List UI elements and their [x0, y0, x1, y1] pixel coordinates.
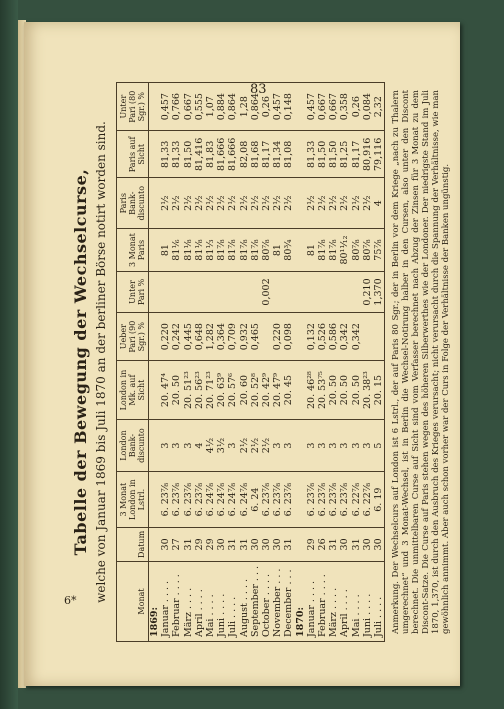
- table-cell: 80,916: [362, 131, 373, 178]
- table-cell: 0,864: [227, 83, 238, 131]
- table-cell: [149, 229, 161, 272]
- table-cell: 2½: [339, 178, 350, 229]
- table-cell: 29: [306, 527, 317, 561]
- table-cell: 81,33: [171, 131, 182, 178]
- month-cell: März . . . .: [328, 561, 339, 641]
- table-cell: [295, 472, 306, 527]
- table-row: [283, 83, 294, 642]
- table-cell: 6. 23⅞: [339, 472, 350, 527]
- table-cell: 20. 57⁶: [227, 361, 238, 419]
- table-cell: [295, 131, 306, 178]
- table-cell: 3: [328, 419, 339, 472]
- table-cell: 20. 47⁹: [272, 361, 283, 419]
- table-footnote: Anmerkung. Der Wechselcurs auf London ist 6 Lstrl., der auf Paris 80 Sgr.; der in Berlin vor dem Kriege „nach zu Thalern umgerechnet“ und 3 Monat-Wechsel, ist in Berlin die Wechsel-Notirung halber in den Cursen, also unter den Discont berechnet. Die unmittelbaren Curse auf Sicht sind vom Verfasser berechnet nach Abzug der Zinsen für 3 Monat zu dem Discont-Satze. Die Curse auf Paris stehen wegen des höheren Silberwerthes wie der Londoner. Der niedrigste Stand im Juli 1870, 1,370, ist durch den Ausbruch des Krieges verursacht; nicht verursacht durch die Spannung der Verhältnisse, wie man gewöhnlich annimmt. Aber auch schon vorher war der Curs in Folge der Verhältnisse der Banken ungünstig.: [391, 90, 452, 634]
- table-cell: 6. 23⅞: [328, 472, 339, 527]
- table-cell: 81,17: [351, 131, 362, 178]
- table-row: [239, 83, 250, 642]
- table-cell: 0,26: [351, 83, 362, 131]
- table-cell: [295, 229, 306, 272]
- table-cell: 2½: [306, 178, 317, 229]
- table-cell: 0,457: [306, 83, 317, 131]
- table-cell: 30: [160, 527, 171, 561]
- table-cell: [149, 312, 161, 361]
- table-cell: 81⅞: [328, 229, 339, 272]
- table-cell: 30: [373, 527, 385, 561]
- table-subtitle: welche von Januar 1869 bis Juli 1870 an der berliner Börse notirt worden sind.: [94, 121, 108, 603]
- month-cell: Januar . . . .: [306, 561, 317, 641]
- table-cell: 31: [351, 527, 362, 561]
- month-cell: April . . . .: [339, 561, 350, 641]
- table-cell: 27: [171, 527, 182, 561]
- table-row: [272, 83, 283, 642]
- table-cell: 2½: [250, 419, 261, 472]
- table-cell: [295, 83, 306, 131]
- table-cell: 1,07: [205, 83, 216, 131]
- column-header: Unter Pari (80 Sgr.) %: [117, 83, 149, 131]
- table-cell: [183, 272, 194, 313]
- table-cell: 20. 47⁴: [160, 361, 171, 419]
- month-cell: Februar . . . .: [317, 561, 328, 641]
- table-cell: 5: [373, 419, 385, 472]
- table-cell: 81,33: [306, 131, 317, 178]
- table-cell: [149, 472, 161, 527]
- table-cell: [149, 527, 161, 561]
- table-cell: [339, 272, 350, 313]
- table-cell: 81,34: [272, 131, 283, 178]
- table-cell: 6. 23⅞: [317, 472, 328, 527]
- table-header-row: [117, 83, 149, 642]
- table-cell: 0,465: [250, 312, 261, 361]
- table-cell: [261, 312, 272, 361]
- column-header: London Bank-discunto: [117, 419, 149, 472]
- table-cell: 6. 23⅞: [171, 472, 182, 527]
- table-body: [149, 83, 385, 642]
- table-row: [171, 83, 182, 642]
- month-cell: Juli . . . .: [373, 561, 385, 641]
- table-cell: 1,370: [373, 272, 385, 313]
- table-cell: 3: [272, 419, 283, 472]
- month-cell: 1870:: [295, 561, 306, 641]
- table-cell: 80⅞: [351, 229, 362, 272]
- table-cell: 80⅞: [261, 229, 272, 272]
- table-cell: 0,220: [160, 312, 171, 361]
- table-cell: 81,08: [283, 131, 294, 178]
- table-cell: [227, 272, 238, 313]
- table-cell: 6. 19: [373, 472, 385, 527]
- month-cell: Juni . . . .: [216, 561, 227, 641]
- table-cell: 0,555: [194, 83, 205, 131]
- table-cell: 20. 63⁹: [216, 361, 227, 419]
- table-cell: 0,526: [317, 312, 328, 361]
- table-cell: 80¾: [283, 229, 294, 272]
- table-cell: 2½: [194, 178, 205, 229]
- table-cell: [362, 312, 373, 361]
- month-cell: April . . . .: [194, 561, 205, 641]
- table-cell: 81⅞: [317, 229, 328, 272]
- table-cell: 0,932: [239, 312, 250, 361]
- table-cell: 6. 24⅞: [216, 472, 227, 527]
- month-cell: Juli . . . .: [227, 561, 238, 641]
- table-cell: 0,210: [362, 272, 373, 313]
- table-cell: 0,002: [261, 272, 272, 313]
- table-cell: 3: [283, 419, 294, 472]
- table-cell: 20. 53⁷⁵: [317, 361, 328, 419]
- book-page: [24, 22, 460, 686]
- table-cell: 2½: [239, 178, 250, 229]
- table-cell: 0,766: [171, 83, 182, 131]
- table-cell: [149, 419, 161, 472]
- table-cell: 81,68: [250, 131, 261, 178]
- month-cell: Februar . . . .: [171, 561, 182, 641]
- table-row: [160, 83, 171, 642]
- column-header: Monat: [117, 561, 149, 641]
- table-cell: 2½: [205, 178, 216, 229]
- table-row: [216, 83, 227, 642]
- table-row: [205, 83, 216, 642]
- table-cell: [272, 272, 283, 313]
- table-cell: 80⅞: [362, 229, 373, 272]
- table-cell: 2½: [328, 178, 339, 229]
- rotated-table-block: [67, 82, 457, 642]
- table-cell: 0,084: [362, 83, 373, 131]
- table-cell: 3: [227, 419, 238, 472]
- table-cell: [250, 272, 261, 313]
- table-cell: [295, 178, 306, 229]
- table-cell: [216, 272, 227, 313]
- table-cell: 20. 50: [328, 361, 339, 419]
- table-cell: 30: [261, 527, 272, 561]
- table-cell: 2½: [283, 178, 294, 229]
- column-header: 3 Monat Paris: [117, 229, 149, 272]
- signature-mark: 6*: [64, 594, 77, 607]
- table-cell: 0,098: [283, 312, 294, 361]
- table-row: [339, 83, 350, 642]
- table-cell: 2½: [317, 178, 328, 229]
- table-cell: [295, 419, 306, 472]
- table-cell: 81: [272, 229, 283, 272]
- column-header: Paris Bank-discunto: [117, 178, 149, 229]
- table-cell: 80¹¹⁄₁₂: [339, 229, 350, 272]
- table-cell: 0,667: [328, 83, 339, 131]
- table-row: [362, 83, 373, 642]
- table-cell: [149, 83, 161, 131]
- table-cell: 81⅞: [216, 229, 227, 272]
- table-cell: [149, 131, 161, 178]
- table-cell: 30: [250, 527, 261, 561]
- table-cell: [351, 272, 362, 313]
- table-cell: 31: [239, 527, 250, 561]
- table-cell: 31: [183, 527, 194, 561]
- table-cell: 0,709: [227, 312, 238, 361]
- table-cell: 2½: [183, 178, 194, 229]
- table-cell: 30: [339, 527, 350, 561]
- table-row: [306, 83, 317, 642]
- table-row: [194, 83, 205, 642]
- table-cell: 4½: [205, 419, 216, 472]
- month-cell: Januar . . . .: [160, 561, 171, 641]
- table-cell: 2,32: [373, 83, 385, 131]
- table-cell: [373, 312, 385, 361]
- table-cell: 0,445: [183, 312, 194, 361]
- table-cell: 0,342: [351, 312, 362, 361]
- table-cell: 81⅛: [194, 229, 205, 272]
- table-cell: [194, 272, 205, 313]
- table-cell: 6. 22⅞: [362, 472, 373, 527]
- table-cell: 2½: [261, 178, 272, 229]
- month-cell: September . . .: [250, 561, 261, 641]
- table-cell: [149, 178, 161, 229]
- table-cell: 81,50: [317, 131, 328, 178]
- table-cell: 2½: [239, 419, 250, 472]
- column-header: Unter Pari %: [117, 272, 149, 313]
- table-cell: 4: [373, 178, 385, 229]
- table-cell: 30: [362, 527, 373, 561]
- table-cell: 0,884: [216, 83, 227, 131]
- table-cell: [317, 272, 328, 313]
- table-cell: [149, 272, 161, 313]
- month-cell: Juni . . . .: [362, 561, 373, 641]
- table-cell: 81,50: [183, 131, 194, 178]
- table-row: [351, 83, 362, 642]
- table-cell: [295, 272, 306, 313]
- table-cell: 0,342: [339, 312, 350, 361]
- table-cell: 2½: [227, 178, 238, 229]
- table-cell: 1,28: [239, 83, 250, 131]
- table-cell: 3: [183, 419, 194, 472]
- table-cell: 20. 60: [239, 361, 250, 419]
- table-cell: [295, 527, 306, 561]
- table-cell: 81⅞: [250, 229, 261, 272]
- table-cell: 20. 45: [283, 361, 294, 419]
- table-cell: 81⅞: [227, 229, 238, 272]
- table-cell: 79,116: [373, 131, 385, 178]
- table-cell: 20. 52⁸: [250, 361, 261, 419]
- table-cell: 30: [272, 527, 283, 561]
- table-cell: 6. 23⅞: [283, 472, 294, 527]
- table-cell: 6. 23⅞: [183, 472, 194, 527]
- table-row: [328, 83, 339, 642]
- table-cell: 81,416: [194, 131, 205, 178]
- month-cell: März . . . .: [183, 561, 194, 641]
- table-cell: 0,220: [272, 312, 283, 361]
- table-cell: 29: [194, 527, 205, 561]
- column-header: Paris auf Sicht: [117, 131, 149, 178]
- table-cell: 0,667: [183, 83, 194, 131]
- table-cell: 0,586: [328, 312, 339, 361]
- month-cell: November . . .: [272, 561, 283, 641]
- table-cell: 0,648: [194, 312, 205, 361]
- table-cell: 20. 46²⁸: [306, 361, 317, 419]
- table-row: [227, 83, 238, 642]
- table-cell: 6. 23⅞: [194, 472, 205, 527]
- table-title: Tabelle der Bewegung der Wechselcurse,: [71, 168, 90, 556]
- month-cell: 1869:: [149, 561, 161, 641]
- month-cell: Mai . . . .: [351, 561, 362, 641]
- table-row: [250, 83, 261, 642]
- table-cell: 20. 15: [373, 361, 385, 419]
- table-cell: 2½: [160, 178, 171, 229]
- table-row: [183, 83, 194, 642]
- table-cell: 31: [227, 527, 238, 561]
- table-cell: 81: [306, 229, 317, 272]
- table-cell: 31: [328, 527, 339, 561]
- table-cell: 81⅓: [205, 229, 216, 272]
- table-cell: 29: [205, 527, 216, 561]
- table-cell: 2½: [250, 178, 261, 229]
- table-cell: [295, 361, 306, 419]
- table-cell: 0,667: [317, 83, 328, 131]
- table-cell: 3: [160, 419, 171, 472]
- table-cell: [239, 272, 250, 313]
- table-cell: 81,666: [216, 131, 227, 178]
- table-cell: [306, 272, 317, 313]
- year-row: [149, 83, 161, 642]
- table-cell: [283, 272, 294, 313]
- table-cell: [205, 272, 216, 313]
- month-cell: December . . .: [283, 561, 294, 641]
- table-cell: 81⅞: [239, 229, 250, 272]
- table-row: [261, 83, 272, 642]
- exchange-rate-table: [116, 82, 385, 642]
- table-cell: 0,132: [306, 312, 317, 361]
- table-cell: 0,26: [261, 83, 272, 131]
- table-cell: 3: [351, 419, 362, 472]
- table-cell: 2½: [216, 178, 227, 229]
- table-cell: 0,148: [283, 83, 294, 131]
- month-cell: October . . . .: [261, 561, 272, 641]
- table-cell: 81,25: [339, 131, 350, 178]
- table-cell: 81,33: [160, 131, 171, 178]
- month-cell: August . . . .: [239, 561, 250, 641]
- table-cell: [328, 272, 339, 313]
- table-cell: 20. 50: [171, 361, 182, 419]
- table-cell: 31: [283, 527, 294, 561]
- table-cell: 20. 38²³: [362, 361, 373, 419]
- table-cell: 1,282: [205, 312, 216, 361]
- table-cell: 20. 71²³: [205, 361, 216, 419]
- table-cell: 81,17: [261, 131, 272, 178]
- table-cell: 3: [317, 419, 328, 472]
- table-cell: 81,666: [227, 131, 238, 178]
- table-row: [373, 83, 385, 642]
- page-number: 83: [250, 82, 267, 97]
- table-cell: 3: [171, 419, 182, 472]
- table-cell: 3: [306, 419, 317, 472]
- table-cell: 81,50: [328, 131, 339, 178]
- month-cell: Mai . . . .: [205, 561, 216, 641]
- table-cell: 81: [160, 229, 171, 272]
- table-cell: 6. 24: [250, 472, 261, 527]
- table-cell: 6. 23⅞: [306, 472, 317, 527]
- table-cell: 81⅙: [171, 229, 182, 272]
- table-cell: 3: [362, 419, 373, 472]
- table-cell: [149, 361, 161, 419]
- table-cell: 0,358: [339, 83, 350, 131]
- year-row: [295, 83, 306, 642]
- table-cell: 26: [317, 527, 328, 561]
- table-cell: 81⅛: [183, 229, 194, 272]
- table-cell: 3½: [216, 419, 227, 472]
- table-cell: 0,457: [160, 83, 171, 131]
- table-cell: 0,864: [250, 83, 261, 131]
- table-cell: 81,83: [205, 131, 216, 178]
- table-cell: 4: [194, 419, 205, 472]
- table-cell: 75⅞: [373, 229, 385, 272]
- table-cell: 20. 50: [339, 361, 350, 419]
- table-cell: 6. 24⅞: [239, 472, 250, 527]
- table-cell: [295, 312, 306, 361]
- table-cell: 0,364: [216, 312, 227, 361]
- table-row: [317, 83, 328, 642]
- table-cell: 2½: [272, 178, 283, 229]
- column-header: London in Mk. auf Sicht: [117, 361, 149, 419]
- book-cover-edge: [0, 0, 18, 709]
- table-cell: 20. 56²³: [194, 361, 205, 419]
- table-cell: 6. 23⅞: [261, 472, 272, 527]
- table-cell: 30: [216, 527, 227, 561]
- table-cell: 3: [339, 419, 350, 472]
- table-cell: 2½: [351, 178, 362, 229]
- table-cell: [160, 272, 171, 313]
- table-cell: 6. 22⅞: [351, 472, 362, 527]
- table-cell: 6. 24⅞: [227, 472, 238, 527]
- table-cell: 0,242: [171, 312, 182, 361]
- column-header: Datum: [117, 527, 149, 561]
- table-cell: 6. 23⅞: [272, 472, 283, 527]
- table-cell: 6. 23⅞: [160, 472, 171, 527]
- table-cell: 6. 24⅞: [205, 472, 216, 527]
- column-header: 3 Monat London in Lstrl.: [117, 472, 149, 527]
- table-cell: [171, 272, 182, 313]
- table-cell: 20. 42⁹: [261, 361, 272, 419]
- table-cell: 2½: [362, 178, 373, 229]
- table-cell: 20. 50: [351, 361, 362, 419]
- table-cell: 20. 51²³: [183, 361, 194, 419]
- table-cell: 82,08: [239, 131, 250, 178]
- table-cell: 2½: [171, 178, 182, 229]
- table-cell: 0,457: [272, 83, 283, 131]
- column-header: Ueber Pari (90 Sgr.) %: [117, 312, 149, 361]
- table-cell: 2½: [261, 419, 272, 472]
